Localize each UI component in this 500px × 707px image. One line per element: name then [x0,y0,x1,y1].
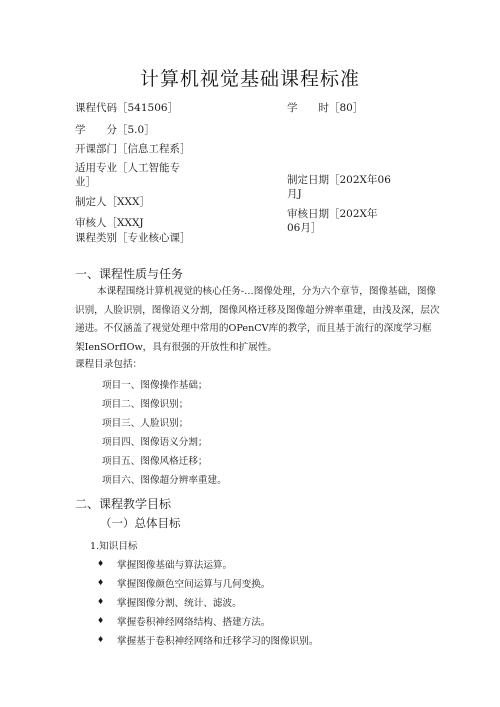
section-2-heading: 二、课程教学目标 [75,497,172,511]
reviewer: 审核人［XXXJ [75,217,144,229]
applicable-major: 适用专业［人工智能专业］ [75,162,180,188]
catalog-item: 项目五、图像风格迁移； [102,456,208,467]
diamond-bullet-icon: ♦ [97,635,105,644]
knowledge-goals-heading: 1.知识目标 [90,541,138,552]
author: 制定人［XXX］ [75,196,150,208]
section-1-heading: 一、课程性质与任务 [75,267,184,281]
knowledge-goal-item: 掌握图像基础与算法运算。 [117,560,233,571]
diamond-bullet-icon: ♦ [97,559,105,568]
catalog-item: 项目六、图像超分辨率重建。 [102,475,227,486]
knowledge-goal-item: 掌握图像颜色空间运算与几何变换。 [117,579,271,590]
knowledge-goal-item: 掌握图像分割、统计、滤波。 [117,598,242,609]
diamond-bullet-icon: ♦ [97,578,105,587]
catalog-intro: 课程目录包括： [75,359,143,370]
department: 开课部门［信息工程系］ [75,143,191,155]
knowledge-goal-item: 掌握基于卷积神经网络和迁移学习的图像识别。 [117,636,319,647]
class-hours: 学 时［80］ [287,102,364,114]
knowledge-goal-item: 掌握卷积神经网络结构、搭建方法。 [117,617,271,628]
course-code: 课程代码［541506］ [75,102,179,114]
catalog-item: 项目二、图像识别； [102,399,189,410]
diamond-bullet-icon: ♦ [97,616,105,625]
course-category: 课程类别［专业核心课］ [75,232,191,244]
overall-goals-heading: （一）总体目标 [100,516,181,530]
catalog-item: 项目一、图像操作基础； [102,380,208,391]
section-1-paragraph: 本课程围绕计算机视觉的核心任务-…图像处理，分为六个章节，图像基础，图像识别，人脸识别，图像语义分割，图像风格迁移及图像超分辨率重建，由浅及深，层次递进。不仅涵盖了视觉处理中常用的OPenCV库的教学，而且基于流行的深度学习框架IenSOrfIOw，具有很强的开放性和扩展性。 [75,286,440,353]
catalog-item: 项目三、人脸识别； [102,418,189,429]
diamond-bullet-icon: ♦ [97,597,105,606]
review-date: 审核日期［202X年06月］ [287,208,378,234]
credits: 学 分［5.0］ [75,124,155,136]
made-date: 制定日期［202X年06月J [287,174,391,200]
catalog-item: 项目四、图像语义分割； [102,437,208,448]
document-title: 计算机视觉基础课程标准 [139,68,360,90]
